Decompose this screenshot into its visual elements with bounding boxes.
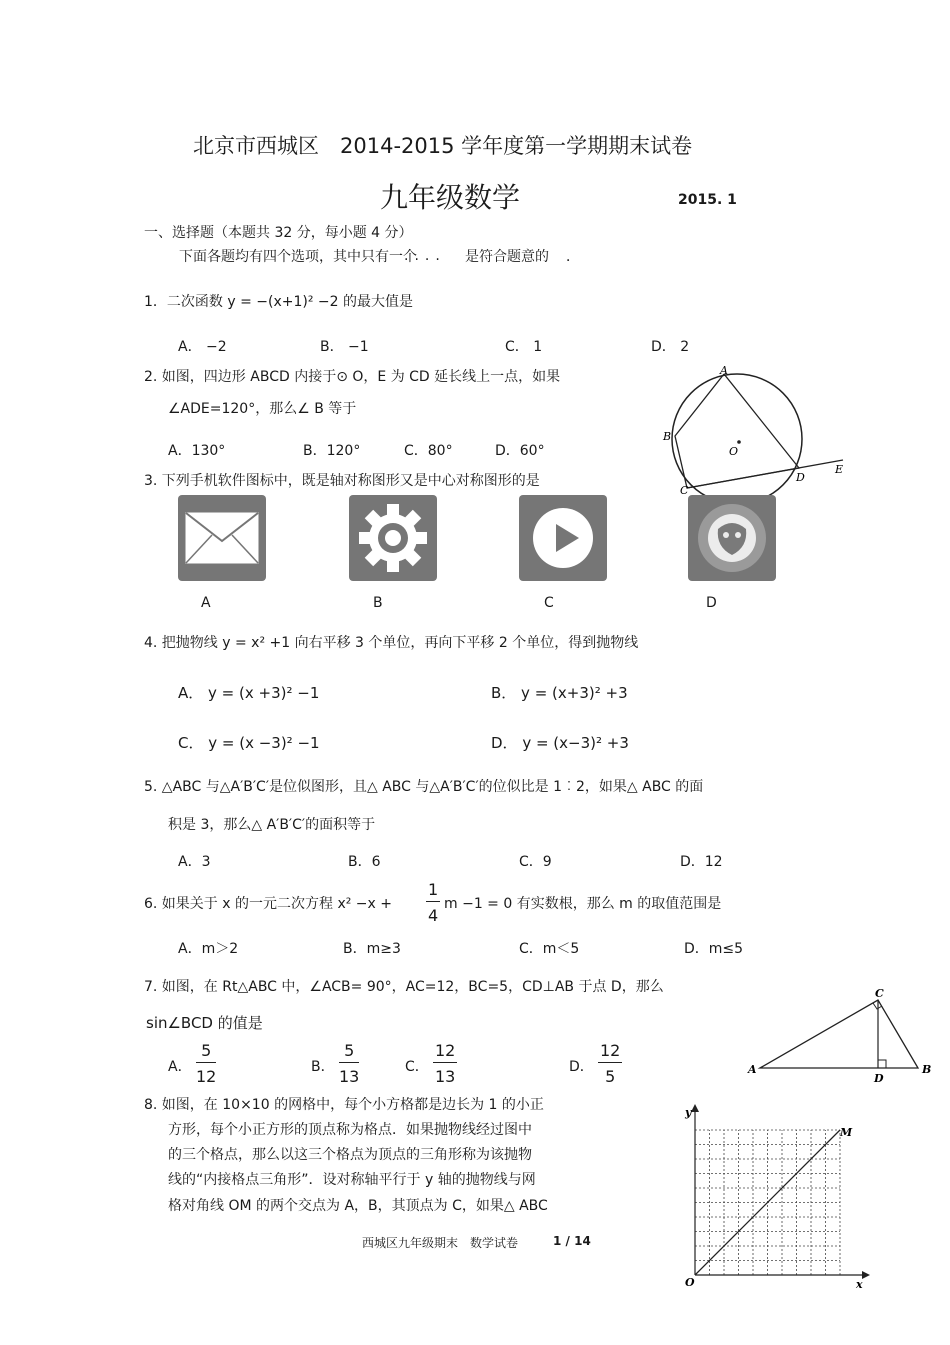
label-d: D: [796, 471, 805, 484]
page-subtitle: 九年级数学: [380, 181, 521, 214]
q4-option-d: D． y = (x−3)² +3: [491, 734, 629, 752]
exam-date: 2015. 1: [678, 192, 737, 208]
emphasis-dots: ····: [404, 252, 446, 268]
x-axis-arrow: [862, 1271, 870, 1279]
q6-fraction-num: 1: [426, 880, 440, 902]
q7-b-num: 5: [339, 1041, 359, 1063]
label-c: C: [875, 987, 884, 1000]
q6-option-d: D．m≤5: [684, 941, 744, 957]
section-heading: 一、选择题（本题共 32 分，每小题 4 分）: [144, 225, 413, 241]
label-x: x: [856, 1278, 863, 1290]
q2-circle-figure: [655, 362, 855, 502]
q7-b-den: 13: [339, 1067, 360, 1086]
q6-stem-pre: 6. 如果关于 x 的一元二次方程 x² −x +: [144, 896, 392, 912]
app-logo-icon: [688, 495, 776, 581]
q7-option-a-label: A．: [168, 1059, 192, 1075]
q6-fraction-den: 4: [428, 906, 439, 925]
q3-label-d: D: [706, 595, 717, 611]
q7-c-den: 13: [435, 1067, 456, 1086]
q6-stem-post: m −1 = 0 有实数根，那么 m 的取值范围是: [444, 896, 722, 912]
q7-line2: sin∠BCD 的值是: [146, 1014, 263, 1032]
q8-line2: 方形，每个小正方形的顶点称为格点．如果抛物线经过图中: [168, 1122, 532, 1138]
label-m: M: [840, 1126, 853, 1139]
q5-option-b: B．6: [348, 854, 381, 870]
q7-a-num: 5: [196, 1041, 216, 1063]
q6-fraction: [426, 880, 440, 925]
q2-option-b: B．120°: [303, 443, 361, 459]
label-a: A: [720, 364, 728, 377]
q7-option-b-label: B．: [311, 1059, 335, 1075]
q7-option-c-label: C．: [405, 1059, 429, 1075]
footer-text: 西城区九年级期末 数学试卷: [362, 1236, 519, 1250]
q5-option-c: C．9: [519, 854, 552, 870]
q5-option-a: A．3: [178, 854, 211, 870]
footer-page: 1 / 14: [553, 1234, 591, 1248]
q3-stem: 3. 下列手机软件图标中，既是轴对称图形又是中心对称图形的是: [144, 473, 540, 489]
q7-c-num: 12: [433, 1041, 457, 1063]
q7-option-d-frac: [598, 1041, 622, 1086]
q4-option-c: C． y = (x −3)² −1: [178, 734, 320, 752]
q2-option-c: C．80°: [404, 443, 453, 459]
q3-label-b: B: [373, 595, 383, 611]
q8-line3: 的三个格点，那么以这三个格点为顶点的三角形称为该抛物: [168, 1147, 532, 1163]
label-a: A: [748, 1063, 757, 1076]
q8-line1: 8. 如图，在 10×10 的网格中，每个小方格都是边长为 1 的小正: [144, 1097, 544, 1113]
section-instruction-post: 是符合题意的: [465, 249, 549, 265]
q8-grid-figure: [680, 1100, 870, 1290]
q7-option-d-label: D．: [569, 1059, 594, 1075]
q6-option-b: B．m≥3: [343, 941, 401, 957]
q8-line5: 格对角线 OM 的两个交点为 A，B，其顶点为 C，如果△ ABC: [168, 1198, 548, 1214]
q1-stem: 1．二次函数 y = −(x+1)² −2 的最大值是: [144, 294, 414, 310]
label-c: C: [680, 484, 689, 497]
q4-option-b: B． y = (x+3)² +3: [491, 684, 628, 702]
q2-line2: ∠ADE=120°，那么∠ B 等于: [168, 401, 357, 417]
q6-option-c: C．m＜5: [519, 941, 580, 957]
q7-option-c-frac: [433, 1041, 457, 1086]
q4-stem: 4. 把抛物线 y = x² +1 向右平移 3 个单位，再向下平移 2 个单位，得到抛物线: [144, 635, 639, 651]
label-o: O: [685, 1276, 695, 1289]
play-icon: [519, 495, 607, 581]
q5-line2: 积是 3，那么△ A′B′C′的面积等于: [168, 817, 376, 833]
right-angle-d: [878, 1060, 886, 1068]
center-point: [737, 440, 741, 444]
label-b: B: [663, 430, 672, 443]
q7-option-b-frac: [339, 1041, 359, 1086]
mail-icon: [178, 495, 266, 581]
q6-option-a: A．m＞2: [178, 941, 239, 957]
q5-line1: 5. △ABC 与△A′B′C′是位似图形，且△ ABC 与△A′B′C′的位似比是 1︰2，如果△ ABC 的面: [144, 779, 704, 795]
y-axis-arrow: [691, 1104, 699, 1112]
q7-triangle-figure: [745, 985, 940, 1085]
q1-option-b: B． −1: [320, 339, 369, 355]
q3-label-c: C: [544, 595, 554, 611]
q7-option-a-frac: [196, 1041, 216, 1086]
label-y: y: [685, 1106, 692, 1119]
q7-d-den: 5: [605, 1067, 616, 1086]
label-o: O: [729, 445, 739, 458]
q1-option-a: A． −2: [178, 339, 227, 355]
label-b: B: [922, 1063, 932, 1076]
triangle-abc: [760, 1000, 918, 1068]
circle-o: [672, 374, 802, 502]
q8-line4: 线的“内接格点三角形”．设对称轴平行于 y 轴的抛物线与网: [168, 1172, 536, 1188]
q2-option-a: A．130°: [168, 443, 226, 459]
q4-option-a: A． y = (x +3)² −1: [178, 684, 320, 702]
line-ce: [687, 460, 843, 488]
q2-option-d: D．60°: [495, 443, 545, 459]
section-instruction-end: ．: [566, 249, 580, 265]
q7-line1: 7. 如图，在 Rt△ABC 中，∠ACB= 90°，AC=12，BC=5，CD⊥AB 于点 D，那么: [144, 979, 664, 995]
q1-option-c: C． 1: [505, 339, 543, 355]
q5-option-d: D．12: [680, 854, 723, 870]
q1-option-d: D． 2: [651, 339, 690, 355]
section-instruction-pre: 下面各题均有四个选项，其中只有一个: [179, 249, 417, 265]
q2-line1: 2. 如图，四边形 ABCD 内接于⊙ O，E 为 CD 延长线上一点，如果: [144, 369, 561, 385]
page-title: 北京市西城区 2014-2015 学年度第一学期期末试卷: [193, 134, 693, 158]
label-e: E: [835, 463, 844, 476]
label-d: D: [874, 1072, 884, 1085]
q7-d-num: 12: [598, 1041, 622, 1063]
q3-label-a: A: [201, 595, 211, 611]
gear-icon: [349, 495, 437, 581]
q7-a-den: 12: [196, 1067, 217, 1086]
